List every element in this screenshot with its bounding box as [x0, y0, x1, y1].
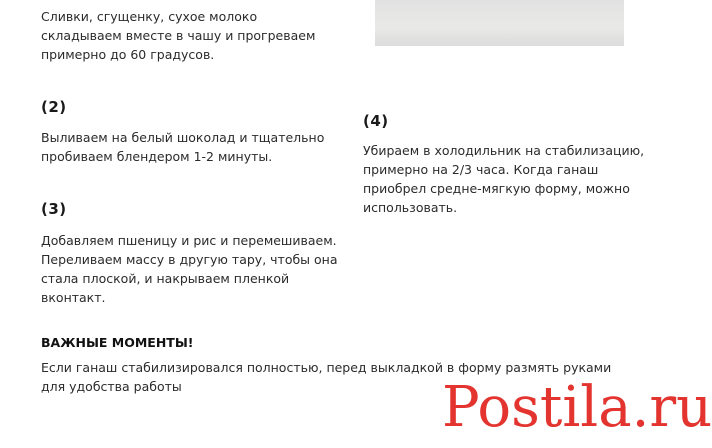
- step-2-line: пробиваем блендером 1-2 минуты.: [41, 149, 273, 164]
- step-4-line: примерно на 2/3 часа. Когда ганаш: [363, 162, 599, 177]
- step-3-text: [41, 231, 338, 307]
- step-3-label: (3): [41, 200, 67, 218]
- step-4-text: [363, 141, 644, 217]
- step-2-line: Выливаем на белый шоколад и тщательно: [41, 130, 325, 145]
- step-4-line: приобрел средне-мягкую форму, можно: [363, 181, 630, 196]
- watermark-text: Postila.ru: [442, 375, 712, 440]
- step-2-text: [41, 128, 324, 166]
- step-3-line: стала плоской, и накрываем пленкой: [41, 271, 290, 286]
- step-3-line: Добавляем пшеницу и рис и перемешиваем.: [41, 233, 337, 248]
- step-1-line: складываем вместе в чашу и прогреваем: [41, 28, 316, 43]
- important-heading: ВАЖНЫЕ МОМЕНТЫ!: [41, 335, 194, 350]
- step-4-label: (4): [363, 112, 389, 130]
- important-line: Если ганаш стабилизировался полностью, перед выкладкой в форму размять руками: [41, 360, 612, 375]
- step-4-line: Убираем в холодильник на стабилизацию,: [363, 143, 645, 158]
- step-4-line: использовать.: [363, 200, 458, 215]
- step-3-line: вконтакт.: [41, 290, 106, 305]
- step-3-line: Переливаем массу в другую тару, чтобы она: [41, 252, 338, 267]
- important-line: для удобства работы: [41, 379, 182, 394]
- step-2-label: (2): [41, 98, 67, 116]
- step-1-text: [41, 7, 315, 64]
- step-1-line: Сливки, сгущенку, сухое молоко: [41, 9, 258, 24]
- recipe-photo: [375, 0, 624, 46]
- step-1-line: примерно до 60 градусов.: [41, 47, 215, 62]
- postila-watermark: [392, 375, 712, 448]
